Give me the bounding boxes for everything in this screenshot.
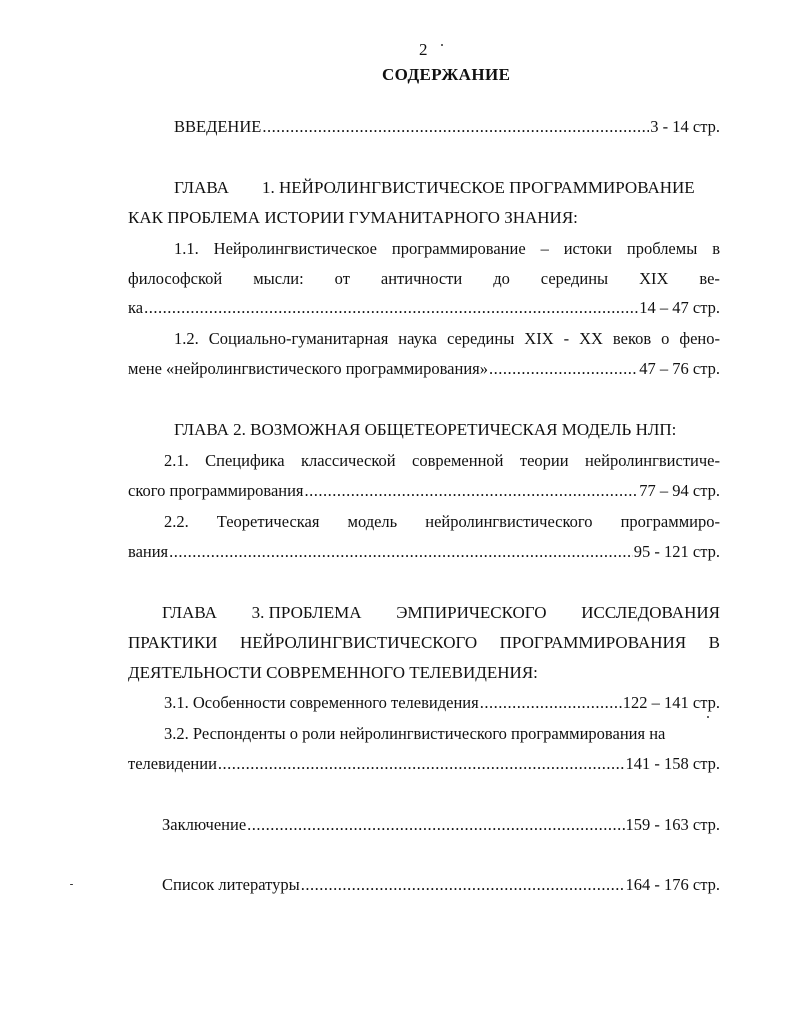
chapter-2-heading: ГЛАВА 2. ВОЗМОЖНАЯ ОБЩЕТЕОРЕТИЧЕСКАЯ МОДЕЛЬ НЛП: — [174, 420, 677, 439]
section-2-2-line1[interactable] — [164, 512, 720, 532]
word: середины — [540, 269, 609, 288]
page-title: СОДЕРЖАНИЕ — [382, 65, 511, 84]
toc-label: 3.1. Особенности современного телевидения — [164, 693, 479, 712]
toc-pages: 159 - 163 стр. — [625, 815, 720, 834]
toc-pages: 122 – 141 стр. — [622, 693, 720, 712]
leader-dots — [489, 359, 638, 379]
chapter-3-heading-line3: ДЕЯТЕЛЬНОСТИ СОВРЕМЕННОГО ТЕЛЕВИДЕНИЯ: — [128, 663, 538, 682]
toc-pages: 3 - 14 стр. — [650, 117, 720, 136]
word: от — [334, 269, 350, 288]
leader-dots — [262, 117, 649, 137]
leader-dots — [301, 875, 625, 895]
section-1-2-line1[interactable]: 1.2. Социально-гуманитарная наука середины XIX - XX веков о фено- — [174, 329, 720, 348]
toc-pages: 164 - 176 стр. — [625, 875, 720, 894]
section-2-2-line2[interactable] — [128, 542, 720, 562]
toc-pages: 47 – 76 стр. — [639, 359, 720, 378]
toc-pages: 77 – 94 стр. — [639, 481, 720, 500]
toc-label: Заключение — [162, 815, 247, 834]
toc-entry-conclusion[interactable] — [162, 815, 720, 835]
word: до — [493, 269, 510, 288]
toc-pages: 141 - 158 стр. — [625, 754, 720, 773]
section-3-2-line2[interactable] — [128, 754, 720, 774]
section-1-1-line3[interactable] — [128, 298, 720, 318]
chapter-3-heading-line1 — [162, 603, 720, 623]
section-3-1[interactable] — [164, 693, 720, 713]
word: XIX — [639, 269, 669, 288]
chapter-1-heading-line2: КАК ПРОБЛЕМА ИСТОРИИ ГУМАНИТАРНОГО ЗНАНИЯ: — [128, 208, 578, 227]
word: ГЛАВА — [162, 603, 217, 622]
word: ЭМПИРИЧЕСКОГО — [396, 603, 547, 622]
word: НЕЙРОЛИНГВИСТИЧЕСКОГО — [239, 633, 478, 652]
chapter-1-heading-a: ГЛАВА — [174, 178, 229, 197]
word: ИССЛЕДОВАНИЯ — [581, 603, 720, 622]
word: программиро- — [620, 512, 720, 531]
toc-entry-intro[interactable] — [174, 117, 720, 137]
section-3-2-line1[interactable]: 3.2. Респонденты о роли нейролингвистического программирования на — [164, 724, 666, 743]
section-1-1-line1[interactable]: 1.1. Нейролингвистическое программирование – истоки проблемы в — [174, 239, 720, 258]
toc-label: Список литературы — [162, 875, 300, 894]
chapter-1-heading-b: 1. НЕЙРОЛИНГВИСТИЧЕСКОЕ ПРОГРАММИРОВАНИЕ — [262, 178, 695, 197]
word: нейролингвистического — [425, 512, 593, 531]
word: 2.2. — [164, 512, 189, 531]
section-2-1-line1[interactable]: 2.1. Специфика классической современной теории нейролингвистиче- — [164, 451, 720, 470]
word: модель — [347, 512, 398, 531]
leader-dots — [169, 542, 633, 562]
scan-speck — [70, 884, 73, 885]
word: античности — [380, 269, 463, 288]
toc-pages: 95 - 121 стр. — [633, 542, 720, 561]
toc-label: мене «нейролингвистического программирования» — [128, 359, 489, 378]
toc-label: ВВЕДЕНИЕ — [174, 117, 262, 136]
word: мысли: — [253, 269, 304, 288]
word: Теоретическая — [216, 512, 320, 531]
section-1-1-line2[interactable] — [128, 269, 720, 289]
toc-label: ского программирования — [128, 481, 304, 500]
leader-dots — [305, 481, 639, 501]
word: ПРОГРАММИРОВАНИЯ — [499, 633, 687, 652]
scan-speck — [441, 44, 443, 46]
section-2-1-line2[interactable] — [128, 481, 720, 501]
leader-dots — [247, 815, 624, 835]
toc-label: вания — [128, 542, 169, 561]
toc-label: телевидении — [128, 754, 217, 773]
toc-label: ка — [128, 298, 144, 317]
word: ПРАКТИКИ — [128, 633, 218, 652]
word: В — [708, 633, 720, 652]
leader-dots — [144, 298, 638, 318]
leader-dots — [218, 754, 625, 774]
chapter-3-heading-line2 — [128, 633, 720, 653]
page-number: 2 — [419, 40, 428, 59]
section-1-2-line2[interactable] — [128, 359, 720, 379]
toc-entry-bibliography[interactable] — [162, 875, 720, 895]
toc-pages: 14 – 47 стр. — [639, 298, 720, 317]
scan-speck — [707, 716, 709, 718]
leader-dots — [480, 693, 622, 713]
word: 3. ПРОБЛЕМА — [251, 603, 362, 622]
word: философской — [128, 269, 223, 288]
word: ве- — [699, 269, 720, 288]
